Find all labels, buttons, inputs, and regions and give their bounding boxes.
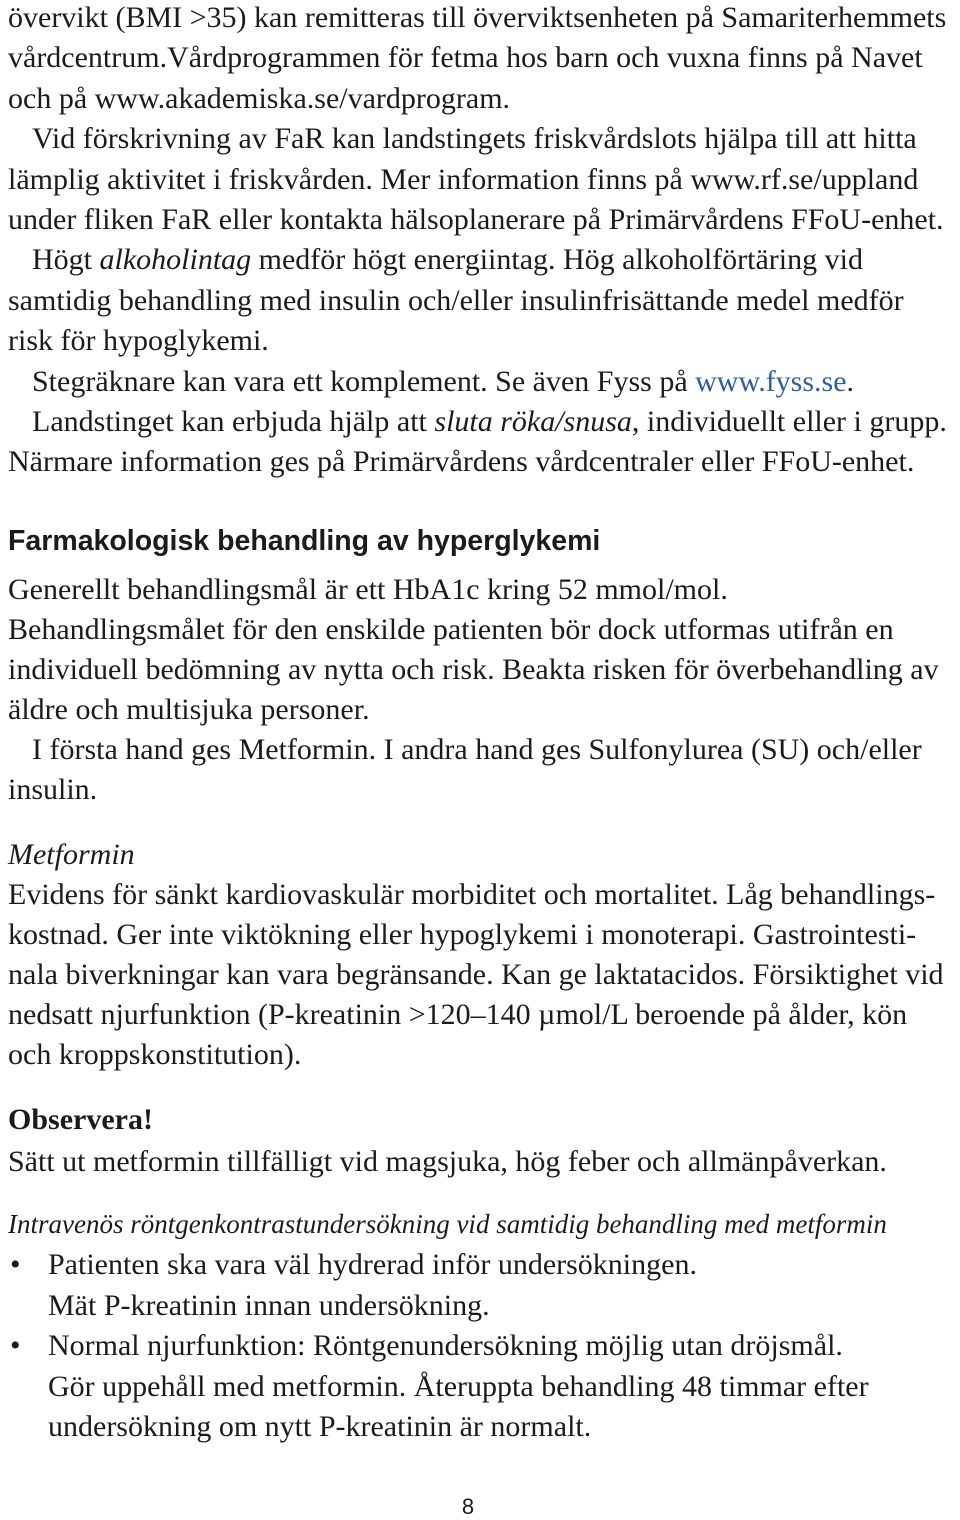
text-line: Patienten ska vara väl hydrerad inför undersökningen. xyxy=(48,1248,697,1281)
text-line: och kroppskonstitution). xyxy=(8,1038,302,1071)
fyss-link[interactable]: www.fyss.se xyxy=(695,364,847,398)
text-line: Normal njurfunktion: Röntgenundersökning möjlig utan dröjsmål. xyxy=(48,1329,843,1362)
text-line xyxy=(32,402,947,442)
text-line: undersökning om nytt P-kreatinin är normalt. xyxy=(48,1410,592,1443)
text-line: Generellt behandlingsmål är ett HbA1c kring 52 mmol/mol. xyxy=(8,573,728,606)
contrast-subheading: Intravenös röntgenkontrastundersökning vid samtidig behandling med metformin xyxy=(8,1209,887,1239)
text-line: äldre och multisjuka personer. xyxy=(8,693,370,726)
paragraph xyxy=(8,402,947,483)
text-line: risk för hypoglykemi. xyxy=(8,324,269,358)
emphasis-text: sluta röka/snusa xyxy=(434,405,632,439)
bullet-marker: • xyxy=(10,1248,21,1281)
metformin-section xyxy=(8,835,944,1075)
text-segment: medför högt energiintag. Hög alkoholförtäring vid xyxy=(251,243,863,277)
bullet-marker: • xyxy=(10,1329,21,1362)
text-line: nala biverkningar kan vara begränsande. Kan ge laktatacidos. Försiktighet vid xyxy=(8,958,944,991)
paragraph xyxy=(8,730,939,810)
text-line: Gör uppehåll med metformin. Återuppta behandling 48 timmar efter xyxy=(48,1369,869,1403)
emphasis-text: alkoholintag xyxy=(99,243,252,277)
text-line: nedsatt njurfunktion (P-kreatinin >120–140 µmol/L beroende på ålder, kön xyxy=(8,998,908,1031)
text-line: Närmare information ges på Primärvårdens vårdcentraler eller FFoU-enhet. xyxy=(8,445,915,479)
text-segment: , individuellt eller i grupp. xyxy=(631,405,947,439)
section-heading-wrap xyxy=(8,521,600,561)
text-line: Mät P-kreatinin innan undersökning. xyxy=(48,1288,490,1322)
paragraph xyxy=(8,610,939,730)
text-line: och på www.akademiska.se/vardprogram. xyxy=(8,81,511,115)
text-line: Behandlingsmålet för den enskilde patienten bör dock utformas utifrån en xyxy=(8,613,894,646)
metformin-subheading: Metformin xyxy=(8,838,135,871)
contrast-section xyxy=(8,1204,887,1244)
text-line: Evidens för sänkt kardiovaskulär morbiditet och mortalitet. Låg behandlings- xyxy=(8,878,936,911)
text-line: kostnad. Ger inte viktökning eller hypoglykemi i monoterapi. Gastrointesti- xyxy=(8,918,917,951)
page-number: 8 xyxy=(461,1494,475,1519)
section-heading: Farmakologisk behandling av hyperglykemi xyxy=(8,525,601,557)
text-line: under fliken FaR eller kontakta hälsoplanerare på Primärvårdens FFoU-enhet. xyxy=(8,203,944,237)
text-line: Sätt ut metformin tillfälligt vid magsjuka, hög feber och allmänpåverkan. xyxy=(8,1145,887,1178)
text-line xyxy=(32,240,863,280)
paragraph xyxy=(8,570,939,610)
text-line: vårdcentrum.Vårdprogrammen för fetma hos barn och vuxna finns på Navet xyxy=(8,41,923,75)
bullet-item xyxy=(8,1326,869,1448)
bullet-list xyxy=(8,1245,869,1448)
text-line: lämplig aktivitet i friskvården. Mer information finns på www.rf.se/uppland xyxy=(8,162,919,196)
bullet-item xyxy=(8,1245,869,1326)
text-line xyxy=(32,362,854,402)
observe-section xyxy=(8,1099,887,1183)
text-segment: Stegräknare kan vara ett komplement. Se även Fyss på xyxy=(32,364,696,398)
observe-heading: Observera! xyxy=(8,1103,153,1136)
lifestyle-section xyxy=(8,0,947,483)
text-line: Vid förskrivning av FaR kan landstingets friskvårdslots hjälpa till att hitta xyxy=(32,122,917,156)
text-line: individuell bedömning av nytta och risk. Beakta risken för överbehandling av xyxy=(8,653,939,686)
paragraph xyxy=(8,240,947,361)
text-segment: Högt xyxy=(32,243,100,277)
text-line: insulin. xyxy=(8,773,98,806)
text-segment: . xyxy=(846,364,855,398)
text-line: samtidig behandling med insulin och/eller insulinfrisättande medel medför xyxy=(8,283,904,317)
paragraph xyxy=(8,0,947,119)
paragraph xyxy=(8,119,947,240)
paragraph xyxy=(8,362,947,402)
text-segment: Landstinget kan erbjuda hjälp att xyxy=(32,405,435,439)
text-line: I första hand ges Metformin. I andra hand ges Sulfonylurea (SU) och/eller xyxy=(32,733,922,766)
text-line: övervikt (BMI >35) kan remitteras till överviktsenheten på Samariterhemmets xyxy=(8,1,947,34)
treatment-goal-section xyxy=(8,570,939,810)
